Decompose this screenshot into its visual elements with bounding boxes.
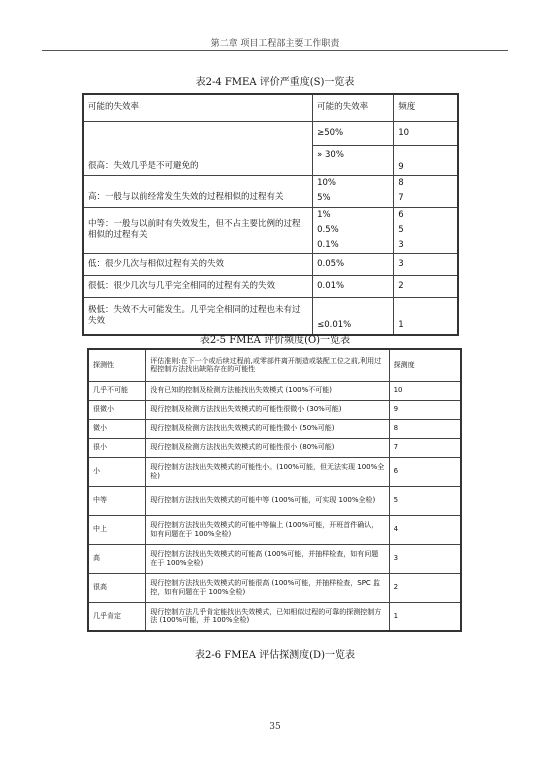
rate-value: 1% xyxy=(317,209,331,220)
criteria-cell: 现行控制方法找出失效模式的可能中等 (100%可能，可实现 100%全检) xyxy=(146,486,389,515)
level-cell: 高 xyxy=(88,544,146,573)
level-cell: 很微小 xyxy=(88,400,146,419)
header-cell: 可能的失效率 xyxy=(83,94,313,121)
frequency-value: 10 xyxy=(394,122,457,146)
description-cell xyxy=(83,121,313,175)
criteria-cell: 现行控制及检测方法找出失效模式的可能性很小 (80%可能) xyxy=(146,438,389,457)
table-row xyxy=(83,297,458,335)
header-cell: 评估准则:在下一个或后续过程前,或零部件离开制造或装配工位之前,利用过程控制方法找出缺陷存在的可能性 xyxy=(146,349,389,381)
frequency-value: 9 xyxy=(398,161,404,172)
table-row xyxy=(88,573,461,602)
level-cell: 小 xyxy=(88,457,146,486)
frequency-cell xyxy=(394,175,458,207)
level-cell: 微小 xyxy=(88,419,146,438)
table-row xyxy=(83,207,458,253)
rate-cell xyxy=(313,175,394,207)
frequency-value: 5 xyxy=(398,224,404,235)
description-cell: 低：很少几次与相似过程有关的失效 xyxy=(83,253,313,275)
rate-cell xyxy=(313,121,394,175)
severity-table xyxy=(82,93,459,336)
rate-value: 10% xyxy=(317,178,337,188)
table-header-row xyxy=(88,349,461,381)
table-row xyxy=(88,544,461,573)
level-cell: 几乎不可能 xyxy=(88,381,146,400)
table-row xyxy=(83,275,458,297)
frequency-table xyxy=(87,348,462,632)
level-cell: 很高 xyxy=(88,573,146,602)
score-cell: 9 xyxy=(389,400,461,419)
description-cell: 极低：失效不大可能发生。几乎完全相同的过程也未有过失效 xyxy=(83,297,313,335)
table-header-row xyxy=(83,94,458,121)
description-cell: 很低：很少几次与几乎完全相同的过程有关的失效 xyxy=(83,275,313,297)
table-row xyxy=(88,515,461,544)
frequency-cell: 3 xyxy=(394,253,458,275)
score-cell: 3 xyxy=(389,544,461,573)
header-cell: 探测性 xyxy=(88,349,146,381)
score-cell: 8 xyxy=(389,419,461,438)
score-cell: 5 xyxy=(389,486,461,515)
rate-cell xyxy=(313,207,394,253)
criteria-cell: 现行控制及检测方法找出失效模式的可能性微小 (50%可能) xyxy=(146,419,389,438)
table-row xyxy=(83,253,458,275)
frequency-value: 8 xyxy=(398,178,404,188)
frequency-cell xyxy=(394,207,458,253)
header-cell: 频度 xyxy=(394,94,458,121)
description-text: 很高：失效几乎是不可避免的 xyxy=(88,160,199,171)
rate-value: » 30% xyxy=(317,149,344,160)
rate-value: 0.5% xyxy=(317,224,339,235)
criteria-cell: 现行控制方法几乎肯定能找出失效模式，已知相似过程的可靠的探测控制方法 (100%可能，并 100%全检) xyxy=(146,602,389,631)
rate-cell: 0.01% xyxy=(313,275,394,297)
description-cell: 高：一般与以前经常发生失效的过程相似的过程有关 xyxy=(83,175,313,207)
header-cell: 可能的失效率 xyxy=(313,94,394,121)
rate-value: ≥50% xyxy=(313,122,393,146)
score-cell: 1 xyxy=(389,602,461,631)
criteria-cell: 现行控制方法找出失效模式的可能性小。(100%可能，但无法实现 100%全检) xyxy=(146,457,389,486)
table-row xyxy=(88,400,461,419)
severity-table-caption: 表2-4 FMEA 评价严重度(S)一览表 xyxy=(195,77,355,88)
score-cell: 6 xyxy=(389,457,461,486)
score-cell: 7 xyxy=(389,438,461,457)
rate-value: 5% xyxy=(317,193,331,203)
detection-table-caption: 表2-6 FMEA 评估探测度(D)一览表 xyxy=(195,650,355,661)
table-row xyxy=(88,381,461,400)
frequency-value: 3 xyxy=(398,239,404,250)
table-row xyxy=(83,121,458,175)
frequency-cell: 2 xyxy=(394,275,458,297)
criteria-cell: 没有已知的控制及检测方法能找出失效模式 (100%不可能) xyxy=(146,381,389,400)
frequency-cell: 1 xyxy=(394,297,458,335)
score-cell: 10 xyxy=(389,381,461,400)
header-cell: 探测度 xyxy=(389,349,461,381)
criteria-cell: 现行控制方法找出失效模式的可能中等偏上 (100%可能，开班首件确认，如有问题在于 100%全检) xyxy=(146,515,389,544)
level-cell: 很小 xyxy=(88,438,146,457)
table-row xyxy=(88,438,461,457)
frequency-value: 6 xyxy=(398,209,404,220)
level-cell: 几乎肯定 xyxy=(88,602,146,631)
criteria-cell: 现行控制及检测方法找出失效模式的可能性很微小 (30%可能) xyxy=(146,400,389,419)
table-row xyxy=(88,486,461,515)
criteria-cell: 现行控制方法找出失效模式的可能很高 (100%可能，并抽样检查，SPC 监控，如有问题在于 100%全检) xyxy=(146,573,389,602)
frequency-table-caption: 表2-5 FMEA 评价频度(O)一览表 xyxy=(199,335,351,346)
rate-cell: 0.05% xyxy=(313,253,394,275)
table-row xyxy=(83,175,458,207)
running-header: 第二章 项目工程部主要工作职责 xyxy=(210,39,340,49)
rate-cell: ≤0.01% xyxy=(313,297,394,335)
frequency-value: 7 xyxy=(398,193,404,203)
table-row xyxy=(88,419,461,438)
table-row xyxy=(88,602,461,631)
table-row xyxy=(88,457,461,486)
criteria-cell: 现行控制方法找出失效模式的可能高 (100%可能，并抽样检查，如有问题在于 100%全检) xyxy=(146,544,389,573)
frequency-cell xyxy=(394,121,458,175)
level-cell: 中等 xyxy=(88,486,146,515)
description-cell: 中等：一般与以前时有失效发生，但不占主要比例的过程相似的过程有关 xyxy=(83,207,313,253)
page-number: 35 xyxy=(269,722,281,732)
header-rule xyxy=(42,50,508,51)
rate-value: 0.1% xyxy=(317,239,339,250)
score-cell: 4 xyxy=(389,515,461,544)
level-cell: 中上 xyxy=(88,515,146,544)
score-cell: 2 xyxy=(389,573,461,602)
